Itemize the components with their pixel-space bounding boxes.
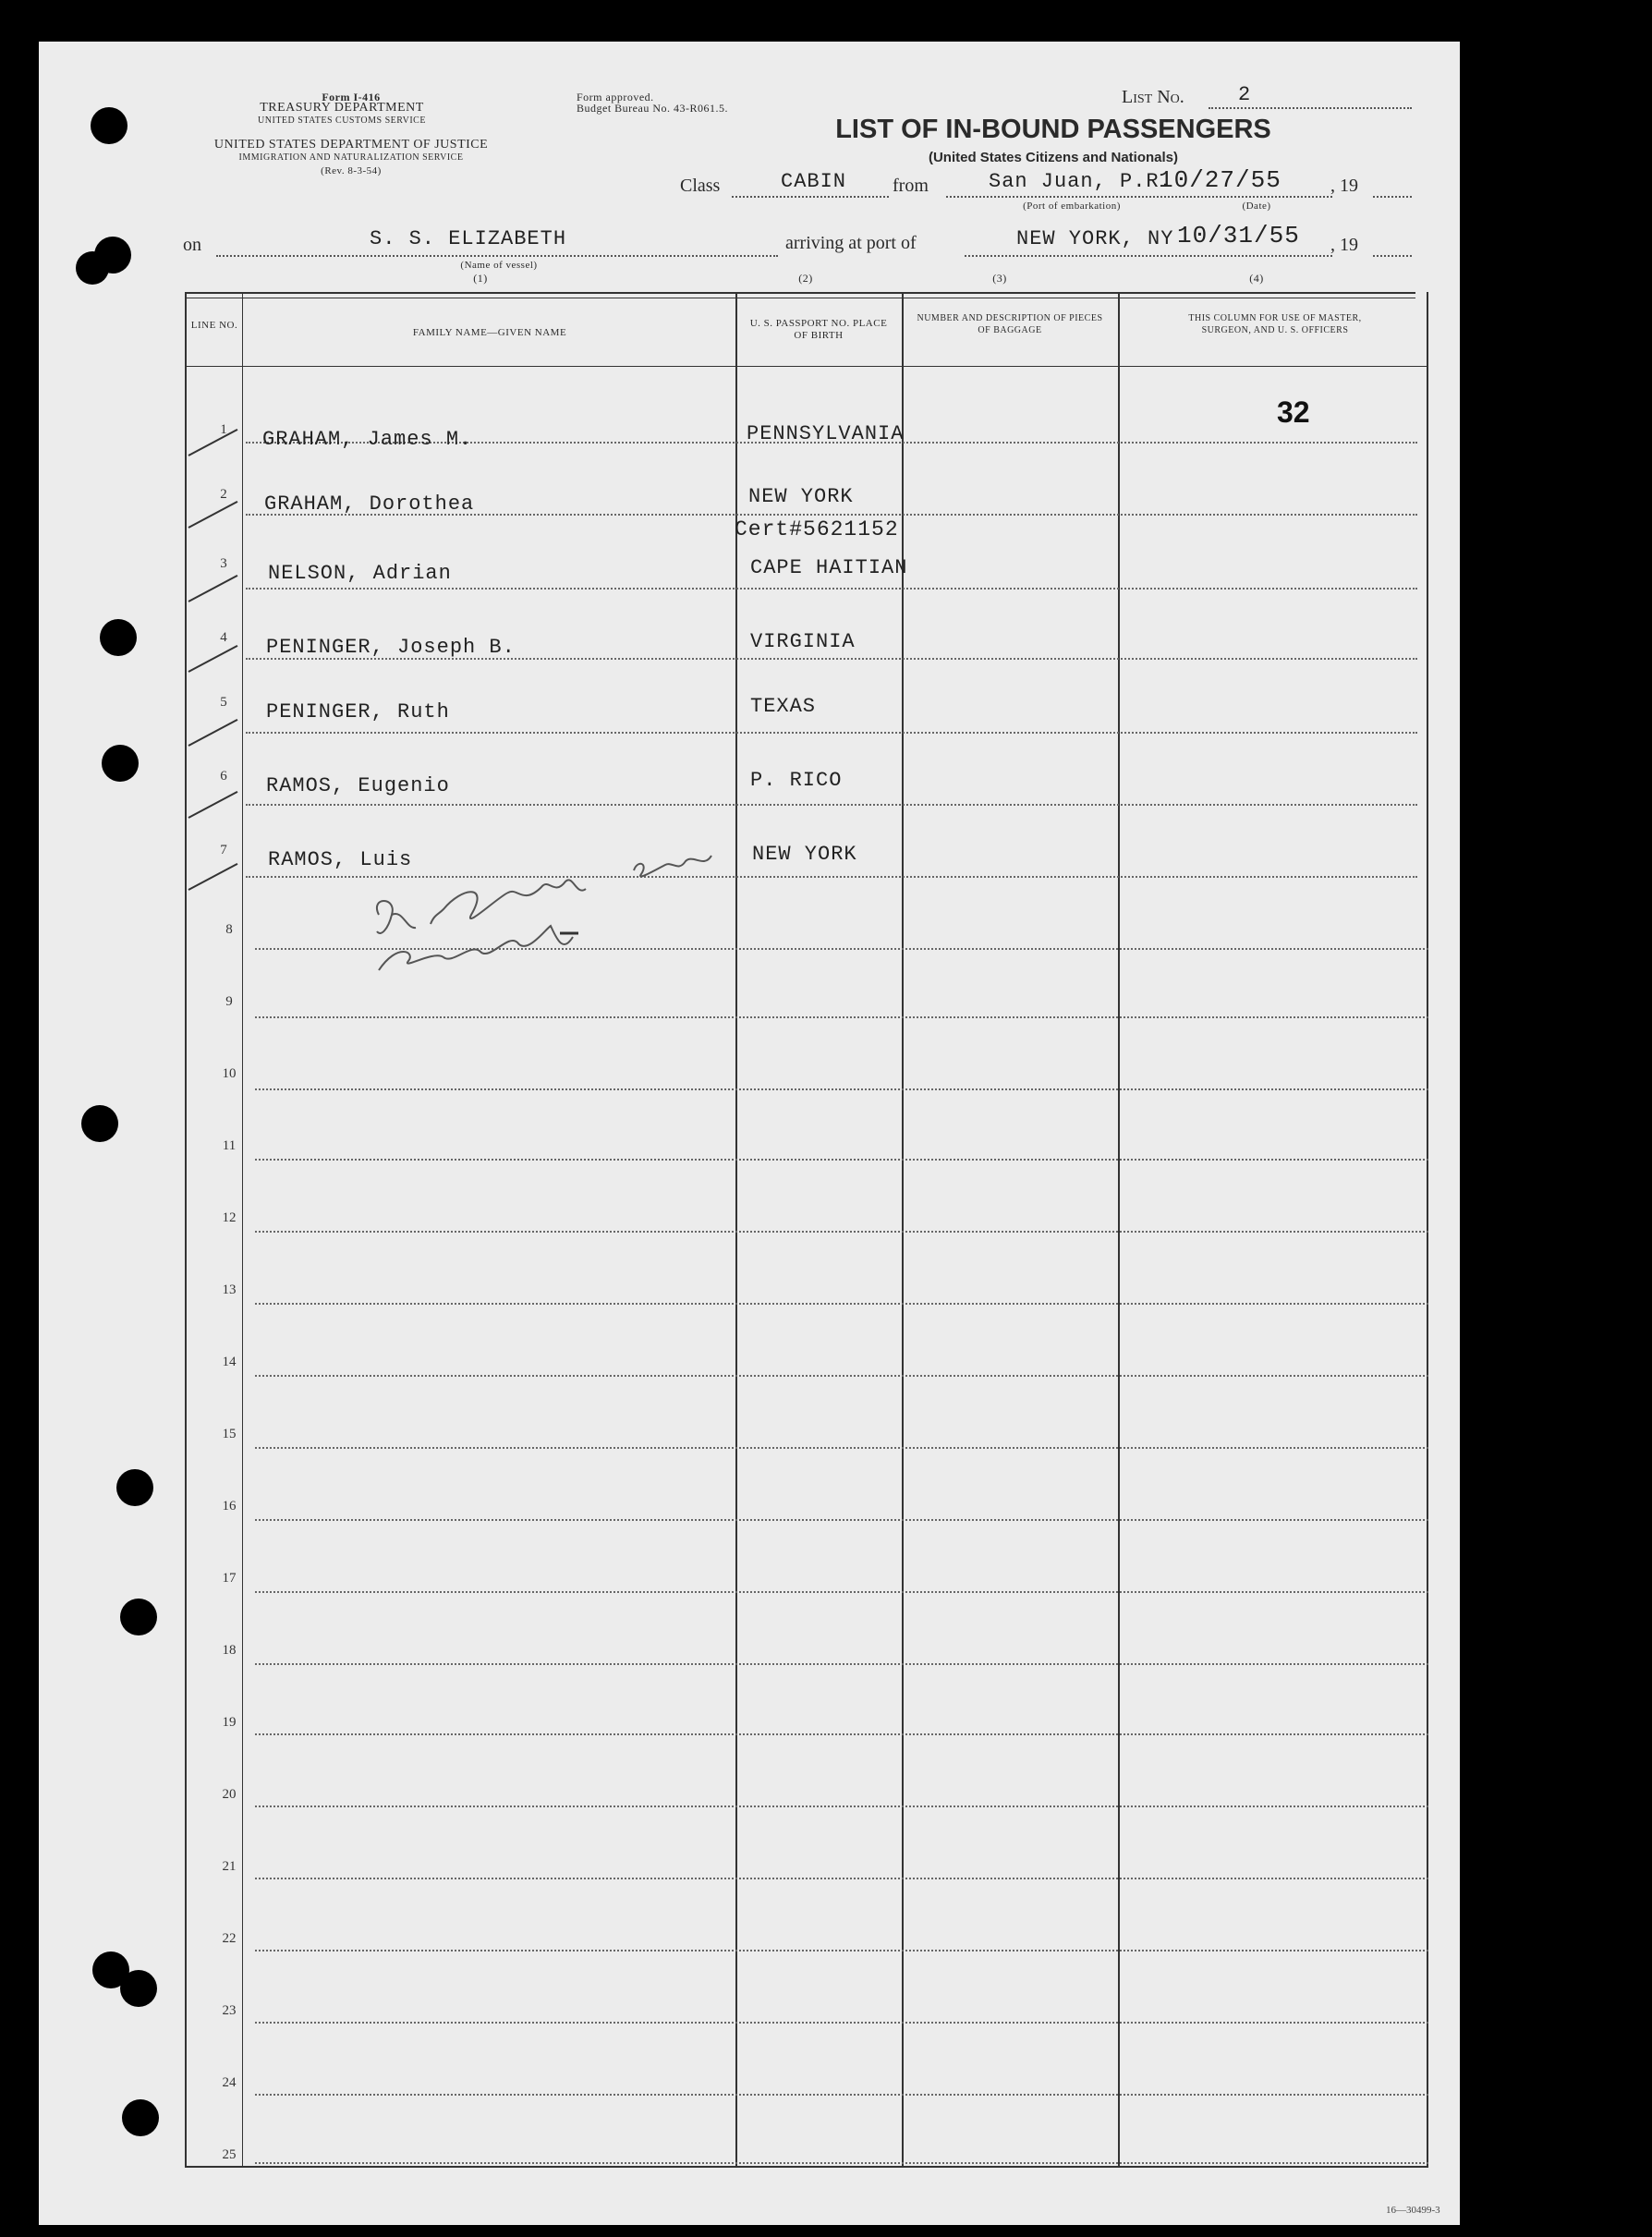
- row-rule: [255, 1591, 1428, 1593]
- passenger-name: PENINGER, Joseph B.: [266, 636, 516, 659]
- row-rule: [255, 1663, 1428, 1665]
- col-num-2: (2): [798, 272, 813, 285]
- line-number: 2: [220, 487, 227, 502]
- form-sheet: [39, 42, 1460, 2225]
- passenger-name: RAMOS, Eugenio: [266, 774, 450, 797]
- col-divider-name: [735, 292, 737, 2168]
- line-number: 1: [220, 422, 227, 437]
- row-rule: [255, 1447, 1428, 1449]
- line-number: 18: [222, 1643, 237, 1658]
- punch-hole: [102, 745, 139, 782]
- row-rule: [255, 1375, 1428, 1377]
- place-of-birth: TEXAS: [750, 695, 817, 718]
- place-of-birth: PENNSYLVANIA: [747, 422, 905, 445]
- port-arrival: NEW YORK, NY: [1016, 227, 1174, 250]
- table-right-border: [1427, 292, 1428, 2168]
- inspector-signature: [360, 841, 730, 979]
- col-divider-line: [242, 292, 243, 2168]
- line-number: 11: [222, 1138, 237, 1153]
- row-rule: [255, 2162, 1428, 2164]
- date-embarkation: 10/27/55: [1159, 166, 1282, 194]
- line-number: 21: [222, 1859, 237, 1874]
- line-number: 7: [220, 843, 227, 857]
- footer-code: 16—30499-3: [1386, 2205, 1440, 2216]
- row-rule: [255, 1950, 1428, 1951]
- line-number: 22: [222, 1931, 237, 1946]
- vessel-caption: (Name of vessel): [460, 260, 538, 271]
- line-number: 17: [222, 1571, 237, 1586]
- header-officers: THIS COLUMN FOR USE OF MASTER, SURGEON, AND U. S. OFFICERS: [1188, 313, 1362, 335]
- header-bottom-rule: [185, 366, 1428, 367]
- passenger-name: GRAHAM, Dorothea: [264, 492, 475, 516]
- row-rule: [255, 2094, 1428, 2096]
- form-number: Form I-416: [322, 91, 381, 103]
- form-title: LIST OF IN-BOUND PASSENGERS: [835, 115, 1271, 144]
- line-number: 20: [222, 1787, 237, 1802]
- list-no-label: List No.: [1122, 87, 1184, 107]
- row-rule: [255, 1878, 1428, 1879]
- line-number: 14: [222, 1355, 237, 1369]
- line-number: 16: [222, 1499, 237, 1514]
- officer-count: 32: [1277, 395, 1310, 429]
- passenger-name: PENINGER, Ruth: [266, 700, 450, 723]
- punch-hole: [120, 1970, 157, 2007]
- passenger-name: RAMOS, Luis: [268, 848, 413, 871]
- port-embarkation: San Juan, P.R.: [989, 170, 1172, 193]
- punch-hole: [100, 619, 137, 656]
- col-num-1: (1): [473, 272, 488, 285]
- table-bottom-border: [185, 2166, 1428, 2168]
- line-number: 25: [222, 2147, 237, 2162]
- form-approved: Form approved.: [577, 91, 654, 103]
- from-line: [946, 196, 1332, 198]
- line-number: 4: [220, 630, 227, 645]
- line-number: 3: [220, 556, 227, 571]
- line-number: 12: [222, 1210, 237, 1225]
- row-rule: [255, 1016, 1428, 1018]
- customs-service: UNITED STATES CUSTOMS SERVICE: [258, 115, 426, 126]
- row-rule: [255, 2022, 1428, 2024]
- form-subtitle: (United States Citizens and Nationals): [928, 150, 1179, 165]
- year-line-2: [1373, 255, 1412, 257]
- passenger-name: GRAHAM, James M.: [262, 428, 473, 451]
- table-top-border: [185, 292, 1415, 294]
- line-number: 13: [222, 1283, 237, 1297]
- date-caption: (Date): [1242, 201, 1271, 212]
- row-rule: [255, 1733, 1428, 1735]
- line-number: 5: [220, 695, 227, 710]
- arrival-line: [965, 255, 1332, 257]
- vessel-line: [216, 255, 778, 257]
- row-rule: [246, 804, 1417, 806]
- punch-hole: [91, 107, 128, 144]
- header-baggage: NUMBER AND DESCRIPTION OF PIECES OF BAGGAGE: [917, 313, 1103, 335]
- row-rule: [255, 1805, 1428, 1807]
- place-of-birth: CAPE HAITIAN: [750, 556, 908, 579]
- line-number: 10: [222, 1066, 237, 1081]
- header-line-no: LINE NO.: [190, 320, 238, 331]
- row-rule: [255, 1519, 1428, 1521]
- date-arrival: 10/31/55: [1177, 222, 1300, 249]
- cert-note: Cert#5621152: [735, 517, 899, 541]
- treasury-dept: TREASURY DEPARTMENT: [260, 101, 424, 115]
- row-rule: [255, 1231, 1428, 1233]
- class-label: Class: [680, 176, 721, 196]
- year-line-1: [1373, 196, 1412, 198]
- header-name: FAMILY NAME—GIVEN NAME: [412, 327, 567, 338]
- line-number: 19: [222, 1715, 237, 1730]
- budget-bureau: Budget Bureau No. 43-R061.5.: [577, 102, 728, 115]
- vessel-name: S. S. ELIZABETH: [370, 227, 567, 250]
- punch-hole: [122, 2099, 159, 2136]
- port-caption: (Port of embarkation): [1023, 201, 1121, 212]
- place-of-birth: P. RICO: [750, 769, 843, 792]
- justice-dept: UNITED STATES DEPARTMENT OF JUSTICE: [213, 138, 489, 152]
- header-passport: U. S. PASSPORT NO. PLACE OF BIRTH: [749, 318, 888, 341]
- row-rule: [255, 1303, 1428, 1305]
- on-label: on: [183, 235, 201, 255]
- list-no-line: [1209, 107, 1412, 109]
- year-prefix-2: , 19: [1330, 235, 1358, 255]
- place-of-birth: NEW YORK: [752, 843, 857, 866]
- class-line: [732, 196, 889, 198]
- table-left-border: [185, 292, 187, 2168]
- punch-hole: [94, 237, 131, 274]
- punch-hole: [81, 1105, 118, 1142]
- line-number: 24: [222, 2075, 237, 2090]
- col-divider-baggage: [1118, 292, 1120, 2168]
- col-num-4: (4): [1249, 272, 1264, 285]
- revision: (Rev. 8-3-54): [321, 165, 382, 176]
- col-num-3: (3): [992, 272, 1007, 285]
- line-number: 23: [222, 2003, 237, 2018]
- line-number: 6: [220, 769, 227, 784]
- place-of-birth: VIRGINIA: [750, 630, 856, 653]
- ins-service: IMMIGRATION AND NATURALIZATION SERVICE: [238, 152, 464, 163]
- punch-hole: [120, 1599, 157, 1635]
- row-rule: [246, 588, 1417, 590]
- row-rule: [246, 732, 1417, 734]
- line-number: 8: [225, 922, 233, 937]
- row-rule: [255, 1088, 1428, 1090]
- punch-hole: [116, 1469, 153, 1506]
- year-prefix-1: , 19: [1330, 176, 1358, 196]
- arriving-label: arriving at port of: [785, 233, 917, 253]
- line-number: 9: [225, 994, 233, 1009]
- line-number: 15: [222, 1427, 237, 1441]
- list-no-value: 2: [1238, 83, 1252, 106]
- row-rule: [255, 1159, 1428, 1161]
- passenger-name: NELSON, Adrian: [268, 562, 452, 585]
- class-value: CABIN: [781, 170, 847, 193]
- from-label: from: [893, 176, 929, 196]
- place-of-birth: NEW YORK: [748, 485, 854, 508]
